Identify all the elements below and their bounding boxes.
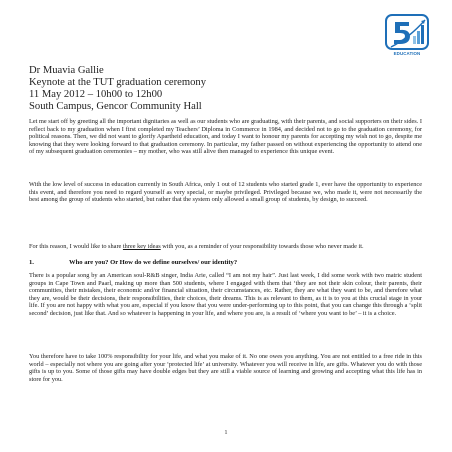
key-ideas-underlined: three key ideas [122, 243, 161, 250]
document-header [29, 65, 359, 113]
paragraph-greeting: Let me start off by greeting all the important dignitaries as well as our students who are graduating, with their parents, and social supporters on their sides. I reflect back to my graduation when I first completed my Teachers’ Diploma in Commerce in 1984, and decided not to go to the graduation ceremony, for political reasons. Then, we did not want to glorify Apartheid education, and today I want to honour my parents for accepting my wish not to go, despite me knowing that they were looking forward to that graduation ceremony. In particular, my father passed on without experiencing the opportunity to attend one of my subsequent graduation ceremonies – my mother, who was still alive then managed to experience this unique event. [29, 118, 422, 156]
author-name: Dr Muavia Gallie [29, 65, 104, 76]
logo-text: EDUCATION [393, 51, 421, 56]
section-number: 1. [29, 259, 34, 266]
paragraph-identity: There is a popular song by an American soul-R&B singer, India Arie, called “I am not my hair”. Just last week, I did some work with two matric student groups in Cape Town and Paarl, making up more than 500 students, where I engaged with them that ‘they are not their skin colour, their parents, their communities, their mistakes, their economic and/or financial situation, their circumstances, etc. Rather, they are what they want to be, and therefore what they are, would be their decisions, their responsibilities, their choices, their dreams. This is as relevant to them, as it is to you at this crucial stage in your life. If you are not happy with what you are, especial if you know that you were under-performing up to this point, that you can change this through a ‘split second’ decision, just like that. And so whatever is happening in your life, and where you are, is a result of ‘where you want to be’ – it is a choice. [29, 272, 422, 317]
education-logo [383, 14, 431, 64]
paragraph-success-rate: With the low level of success in education currently in South Africa, only 1 out of 12 students who started grade 1, ever have the opportunity to experience this event, and therefore you need to regard yourself as very special, or maybe privileged. Privileged because we, who made it, were not necessarily the best among the group of students who started, but rather that the system only allowed a small group of students, by design, to succeed. [29, 181, 422, 204]
event-title: Keynote at the TUT graduation ceremony [29, 77, 206, 88]
section-heading [29, 259, 422, 266]
event-date: 11 May 2012 – 10h00 to 12h00 [29, 89, 163, 100]
key-ideas-lead: For this reason, I would like to share [29, 243, 123, 250]
paragraph-responsibility: You therefore have to take 100% responsibility for your life, and what you make of it. No one owes you anything. You are not entitled to a free ride in this world – especially not where you are going after your ‘protected life’ at university. Whatever you will receive in life, are gifts. Whatever you do with those gifts is up to you. Some of those gifts may have double edges but they are still a viable source of learning and growing and accepting what this life has in store for you. [29, 353, 422, 383]
event-venue: South Campus, Gencor Community Hall [29, 101, 202, 112]
key-ideas-tail: with you, as a reminder of your responsibility towards those who never made it. [160, 243, 364, 250]
paragraph-key-ideas [29, 243, 422, 251]
page-number: 1 [224, 429, 228, 436]
bar-chart-5-logo-icon [383, 14, 431, 52]
section-title: Who are you? Or How do we define ourselves/ our identity? [69, 259, 238, 266]
